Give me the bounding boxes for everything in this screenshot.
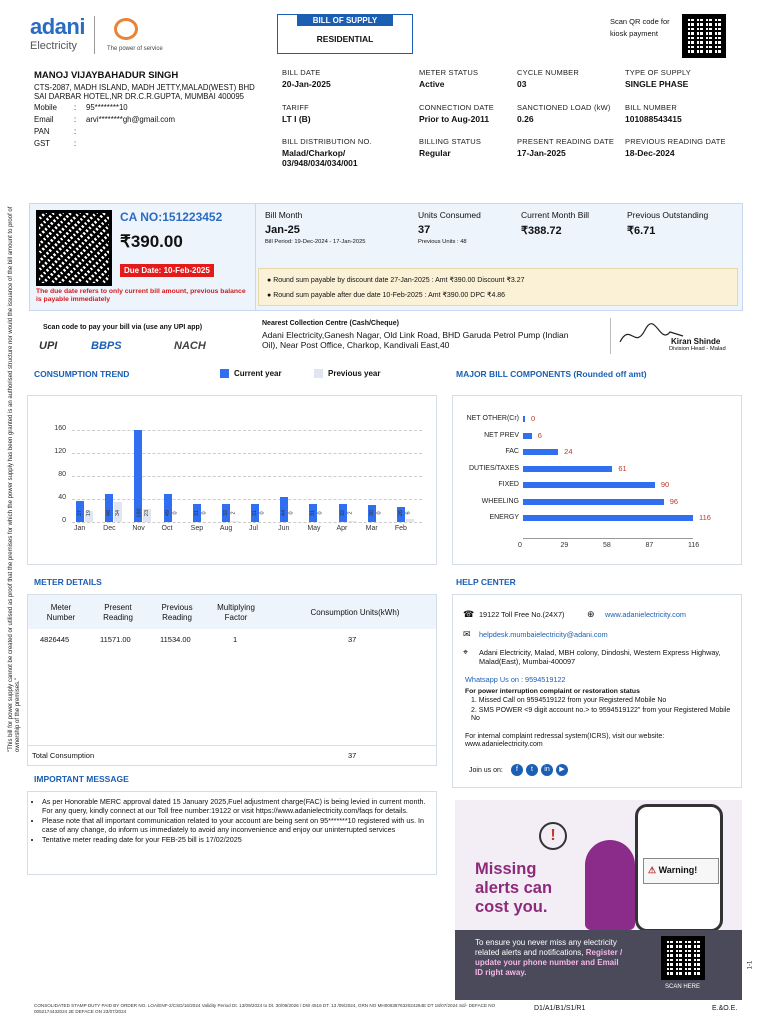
info-bill-distribution: BILL DISTRIBUTION NO. Malad/Charkop/ 03/948/034/034/001 bbox=[282, 137, 372, 168]
trend-bar-label: 0 bbox=[317, 511, 324, 515]
trend-y-tick: 160 bbox=[54, 424, 66, 432]
meter-header: Previous Reading bbox=[161, 603, 193, 622]
page-number: 1-1 bbox=[747, 960, 754, 970]
trend-bar-label: 2 bbox=[230, 511, 237, 515]
trend-bar-current bbox=[164, 494, 172, 522]
centre-label: Nearest Collection Centre (Cash/Cheque) bbox=[262, 320, 399, 327]
component-value: 24 bbox=[564, 447, 573, 456]
location-icon: ⌖ bbox=[463, 647, 469, 657]
component-label: WHEELING bbox=[481, 497, 519, 505]
twitter-icon[interactable]: t bbox=[526, 764, 538, 776]
total-row-divider bbox=[28, 745, 436, 746]
trend-gridline bbox=[72, 522, 422, 523]
component-label: NET PREV bbox=[484, 431, 519, 439]
trend-bar-label: 0 bbox=[288, 511, 295, 515]
trend-bar-label: 37 bbox=[77, 509, 84, 517]
trend-bar-label: 48 bbox=[106, 509, 113, 517]
legend-current-label: Current year bbox=[234, 369, 282, 378]
trend-x-label: Dec bbox=[103, 525, 116, 532]
trend-bar-label: 32 bbox=[339, 509, 346, 517]
due-note: The due date refers to only current bill amount, previous balance is payable immediately bbox=[36, 288, 246, 303]
info-previous-reading: PREVIOUS READING DATE 18-Dec-2024 bbox=[625, 137, 726, 158]
side-disclaimer: "This bill for power supply cannot be created or utilised as proof that the premises for which the power supply has been granted is an authorised structure nor would the issuance of the bill amount to proof of ownership of the premises." bbox=[8, 206, 21, 752]
trend-bar-label: 32 bbox=[222, 509, 229, 517]
info-present-reading: PRESENT READING DATE 17-Jan-2025 bbox=[517, 137, 615, 158]
due-date-badge: Due Date: 10-Feb-2025 bbox=[120, 264, 214, 277]
customer-address: CTS-2087, MADH ISLAND, MADH JETTY,MALAD(WEST) BHD SAI DARBAR HOTEL,NR DR.C.R.GUPTA, MUMBAI 400095 bbox=[34, 83, 255, 101]
component-bar bbox=[523, 433, 532, 439]
promo-qr-code[interactable] bbox=[661, 936, 705, 980]
kiosk-qr-text: Scan QR code for kiosk payment bbox=[610, 17, 670, 38]
meter-title: METER DETAILS bbox=[34, 577, 102, 587]
colon: : bbox=[74, 115, 77, 124]
footer-code: D1/A1/B1/S1/R1 bbox=[534, 1005, 586, 1012]
info-bill-date: BILL DATE 20-Jan-2025 bbox=[282, 68, 331, 89]
scan-to-pay-text: Scan code to pay your bill via (use any UPI app) bbox=[43, 324, 203, 331]
info-cycle-number: CYCLE NUMBER 03 bbox=[517, 68, 579, 89]
help-address: Adani Electricity, Malad, MBH colony, Dindoshi, Western Express Highway, Malad(East), Mumbai-400097 bbox=[479, 648, 721, 666]
trend-bar-current bbox=[105, 494, 113, 522]
trend-x-label: May bbox=[307, 525, 321, 532]
trend-bar-label: 19 bbox=[86, 509, 93, 517]
trend-bar-label: 49 bbox=[164, 509, 171, 517]
component-x-axis bbox=[523, 538, 693, 539]
trend-x-label: Mar bbox=[365, 525, 378, 532]
component-label: DUTIES/TAXES bbox=[468, 464, 519, 472]
collection-centre bbox=[262, 320, 582, 350]
promo-body-text: To ensure you never miss any electricity related alerts and notifications, bbox=[475, 938, 617, 957]
email-label: Email bbox=[34, 115, 54, 124]
trend-plot-area bbox=[54, 424, 422, 532]
important-item: • As per Honorable MERC approval dated 15 January 2025,Fuel adjustment charge(FAC) is being levied in current month. For any query, kindly connect at our Toll free number:19122 or visit https://www.adanielectricity.com/faqs for details. bbox=[42, 798, 432, 815]
important-box bbox=[27, 791, 437, 875]
trend-gridline bbox=[72, 499, 422, 500]
pay-qr-code[interactable] bbox=[36, 210, 112, 286]
person-illustration-icon bbox=[585, 840, 635, 930]
payment-methods bbox=[29, 312, 254, 364]
mobile-label: Mobile bbox=[34, 103, 57, 112]
component-value: 6 bbox=[537, 430, 542, 440]
trend-chart bbox=[27, 395, 437, 565]
round-sum-box bbox=[258, 268, 738, 306]
brand-name: adani bbox=[30, 14, 85, 39]
component-value: 61 bbox=[618, 463, 627, 473]
trend-x-label: Jan bbox=[74, 525, 86, 532]
missed-call-step: 1. Missed Call on 9594519122 from your Registered Mobile No bbox=[471, 697, 667, 704]
multiplying-factor: 1 bbox=[233, 635, 238, 644]
signature-box bbox=[610, 318, 742, 354]
trend-x-label: Oct bbox=[161, 525, 173, 532]
component-bar bbox=[523, 499, 664, 505]
trend-bar-label: 26 bbox=[397, 509, 404, 517]
trend-y-tick: 120 bbox=[54, 447, 66, 455]
component-bar bbox=[523, 416, 525, 422]
meter-header: Meter Number bbox=[46, 603, 76, 622]
trend-x-label: Jul bbox=[249, 525, 258, 532]
trend-x-label: Jun bbox=[278, 525, 290, 532]
brand-logo bbox=[30, 14, 170, 60]
trend-bar-label: 0 bbox=[259, 511, 266, 515]
total-consumption-label: Total Consumption bbox=[32, 751, 95, 760]
helpdesk-email[interactable]: helpdesk.mumbaielectricity@adani.com bbox=[479, 630, 608, 639]
info-type-of-supply: TYPE OF SUPPLY SINGLE PHASE bbox=[625, 68, 692, 89]
trend-y-tick: 80 bbox=[58, 470, 66, 478]
kiosk-qr-code[interactable] bbox=[682, 14, 726, 58]
colon: : bbox=[74, 103, 77, 112]
component-label: ENERGY bbox=[489, 514, 519, 521]
trend-bar-label: 31 bbox=[252, 509, 259, 517]
bill-month: Bill Month Jan-25 Bill Period: 19-Dec-2024 - 17-Jan-2025 bbox=[265, 210, 366, 245]
pan-label: PAN bbox=[34, 127, 50, 136]
meter-table bbox=[27, 594, 437, 766]
colon: : bbox=[74, 127, 77, 136]
components-plot-area bbox=[466, 414, 711, 549]
trend-x-label: Sep bbox=[190, 525, 204, 532]
social-links bbox=[511, 764, 571, 776]
component-bar bbox=[523, 449, 558, 455]
info-grid bbox=[282, 68, 732, 178]
round-discount: ● Round sum payable by discount date 27-Jan-2025 : Amt ₹390.00 Discount ₹3.27 bbox=[267, 277, 525, 284]
sms-step: 2. SMS POWER <9 digit account no.> to 9594519122" from your Registered Mobile No bbox=[471, 707, 731, 722]
component-x-tick: 0 bbox=[518, 541, 522, 549]
footer-eoe: E.&O.E. bbox=[712, 1005, 738, 1012]
centre-address: Adani Electricity,Ganesh Nagar, Old Link Road, BHD Garuda Petrol Pump (Indian Oil), Near Post Office, Charkop, Kandivali East,40 bbox=[262, 330, 569, 350]
email-value: arvi********gh@gmail.com bbox=[86, 115, 175, 124]
help-title: HELP CENTER bbox=[456, 577, 516, 587]
components-title: MAJOR BILL COMPONENTS (Rounded off amt) bbox=[456, 369, 647, 379]
round-after-due: ● Round sum payable after due date 10-Feb-2025 : Amt ₹390.00 DPC ₹4.86 bbox=[267, 292, 506, 299]
units-consumed: Units Consumed 37 Previous Units : 48 bbox=[418, 210, 481, 245]
component-bar bbox=[523, 515, 693, 521]
trend-bar-label: 44 bbox=[281, 509, 288, 517]
current-month-bill: Current Month Bill ₹388.72 bbox=[521, 210, 590, 237]
component-value: 90 bbox=[660, 480, 670, 489]
trend-bar-label: 6 bbox=[405, 511, 412, 515]
trend-bar-label: 0 bbox=[376, 511, 383, 515]
trend-bar-previous bbox=[406, 519, 414, 522]
trend-gridline bbox=[72, 430, 422, 431]
info-sanctioned-load: SANCTIONED LOAD (kW) 0.26 bbox=[517, 103, 611, 124]
bbps-logo[interactable]: BBPS bbox=[91, 340, 122, 352]
trend-gridline bbox=[72, 453, 422, 454]
present-reading: 11571.00 bbox=[100, 635, 131, 644]
youtube-icon[interactable]: ▶ bbox=[556, 764, 568, 776]
summary-divider bbox=[255, 204, 256, 310]
customer-name: MANOJ VIJAYBAHADUR SINGH bbox=[34, 70, 179, 81]
facebook-icon[interactable]: f bbox=[511, 764, 523, 776]
interruption-title: For power interruption complaint or restoration status bbox=[465, 688, 640, 695]
alert-bubble-icon: ! bbox=[539, 822, 567, 850]
service-logo-icon bbox=[114, 18, 138, 40]
component-x-tick: 29 bbox=[560, 541, 569, 549]
trend-title: CONSUMPTION TREND bbox=[34, 369, 130, 379]
trend-bar-label: 160 bbox=[136, 508, 143, 518]
bill-type-box bbox=[277, 14, 413, 54]
colon: : bbox=[74, 139, 77, 148]
promo-body bbox=[475, 938, 625, 978]
meter-number: 4826445 bbox=[40, 635, 70, 644]
amount-due: ₹390.00 bbox=[120, 232, 183, 251]
previous-reading: 11534.00 bbox=[160, 635, 191, 644]
toll-free-number[interactable]: 19122 Toll Free No.(24X7) bbox=[479, 610, 565, 619]
help-box bbox=[452, 594, 742, 788]
mobile-value: 95********10 bbox=[86, 103, 128, 112]
brand-sub: Electricity bbox=[30, 40, 78, 52]
upi-logo[interactable]: UPI bbox=[39, 340, 58, 352]
icrs-text: For internal complaint redressal system(ICRS), visit our website: www.adanielectricity.com bbox=[465, 733, 665, 748]
ca-number: CA NO:151223452 bbox=[120, 210, 223, 224]
phone-icon: ☎ bbox=[463, 609, 475, 619]
warning-box bbox=[643, 858, 719, 884]
legend-previous-label: Previous year bbox=[328, 369, 381, 378]
component-value: 96 bbox=[669, 496, 679, 506]
trend-y-tick: 0 bbox=[62, 517, 66, 524]
component-x-tick: 116 bbox=[688, 541, 700, 549]
component-value: 116 bbox=[699, 513, 711, 522]
trend-gridline bbox=[72, 476, 422, 477]
legend-current-swatch bbox=[220, 369, 229, 378]
globe-icon: ⊕ bbox=[587, 609, 595, 619]
meter-header: Present Reading bbox=[103, 603, 133, 622]
important-item: • Tentative meter reading date for your FEB-25 bill is 17/02/2025 bbox=[42, 836, 432, 845]
component-bar bbox=[523, 482, 655, 488]
component-label: FAC bbox=[505, 448, 519, 455]
warning-icon: ⚠ bbox=[648, 865, 657, 875]
component-label: FIXED bbox=[498, 481, 519, 488]
trend-x-label: Aug bbox=[219, 525, 233, 532]
website-link[interactable]: www.adanielectricity.com bbox=[605, 610, 686, 619]
meter-header: Multiplying Factor bbox=[217, 603, 255, 622]
important-item: • Please note that all important communication related to your account are being sent on 95*******10 registered with us. In case of any change, do inform us immediately to avoid any inconvenience and enjoy our uninterrupted services bbox=[42, 817, 432, 834]
signer-name: Kiran Shinde bbox=[671, 337, 721, 346]
brand-tagline: The power of service bbox=[107, 46, 163, 52]
trend-bar-previous bbox=[348, 521, 356, 522]
promo-headline: Missing alerts can cost you. bbox=[475, 860, 553, 916]
trend-bar-label: 31 bbox=[193, 509, 200, 517]
promo-banner bbox=[455, 800, 742, 1000]
bill-category: RESIDENTIAL bbox=[316, 34, 374, 44]
component-label: NET OTHER(Cr) bbox=[466, 415, 519, 422]
summary-box bbox=[29, 203, 743, 311]
footer-stamp: CONSOLIDATED STAMP DUTY PAID BY ORDER NO. LOA/ENF-2/CSD/16/2024 Validity Period Dt. 13/09/2024 to Dt. 30/09/2026 / DW 4516 DT. 13 /09/2024, GRN NO MH006387632024264E DT 18/07/2024 Sd/- DEFACE NO 0052174432024 2E DEFACE ON 23/07/2024 bbox=[34, 1003, 496, 1014]
customer-block bbox=[34, 70, 264, 150]
promo-body-cta: Register / update your phone number and Email ID right away. bbox=[475, 948, 623, 977]
trend-x-label: Apr bbox=[336, 525, 348, 532]
whatsapp-number[interactable]: Whatsapp Us on : 9594519122 bbox=[465, 675, 566, 684]
linkedin-icon[interactable]: in bbox=[541, 764, 553, 776]
trend-bar-label: 31 bbox=[310, 509, 317, 517]
scan-here-label: SCAN HERE bbox=[665, 984, 701, 990]
component-value: 0 bbox=[531, 414, 536, 423]
trend-bar-label: 23 bbox=[144, 509, 151, 517]
brand-divider bbox=[94, 16, 95, 54]
consumption-units: 37 bbox=[348, 635, 357, 644]
trend-bar-label: 34 bbox=[115, 509, 122, 517]
legend-previous-swatch bbox=[314, 369, 323, 378]
info-meter-status: METER STATUS Active bbox=[419, 68, 479, 89]
trend-x-label: Feb bbox=[394, 525, 407, 532]
info-connection-date: CONNECTION DATE Prior to Aug-2011 bbox=[419, 103, 494, 124]
important-title: IMPORTANT MESSAGE bbox=[34, 774, 129, 784]
trend-y-tick: 40 bbox=[58, 493, 66, 501]
trend-x-label: Nov bbox=[132, 525, 145, 532]
trend-bar-label: 30 bbox=[368, 509, 375, 517]
join-us-label: Join us on: bbox=[469, 767, 503, 774]
info-tariff: TARIFF LT I (B) bbox=[282, 103, 311, 124]
nach-logo[interactable]: NACH bbox=[174, 340, 206, 352]
info-bill-number: BILL NUMBER 101088543415 bbox=[625, 103, 682, 124]
total-consumption-value: 37 bbox=[348, 751, 357, 760]
trend-bar-label: 2 bbox=[347, 511, 354, 515]
gst-label: GST bbox=[34, 139, 51, 148]
info-billing-status: BILLING STATUS Regular bbox=[419, 137, 482, 158]
component-x-tick: 87 bbox=[645, 541, 654, 549]
previous-outstanding: Previous Outstanding ₹6.71 bbox=[627, 210, 709, 237]
meter-header: Consumption Units(kWh) bbox=[310, 608, 400, 617]
component-bar bbox=[523, 466, 612, 472]
trend-bar-label: 0 bbox=[172, 511, 179, 515]
warning-text: Warning! bbox=[658, 865, 698, 875]
component-x-tick: 58 bbox=[603, 541, 611, 549]
trend-bar-label: 0 bbox=[201, 511, 208, 515]
mail-icon: ✉ bbox=[463, 629, 471, 639]
components-chart bbox=[452, 395, 742, 565]
signer-title: Division Head - Malad bbox=[669, 346, 726, 352]
bill-type-badge: BILL OF SUPPLY bbox=[297, 15, 393, 26]
trend-bar-previous bbox=[231, 521, 239, 522]
